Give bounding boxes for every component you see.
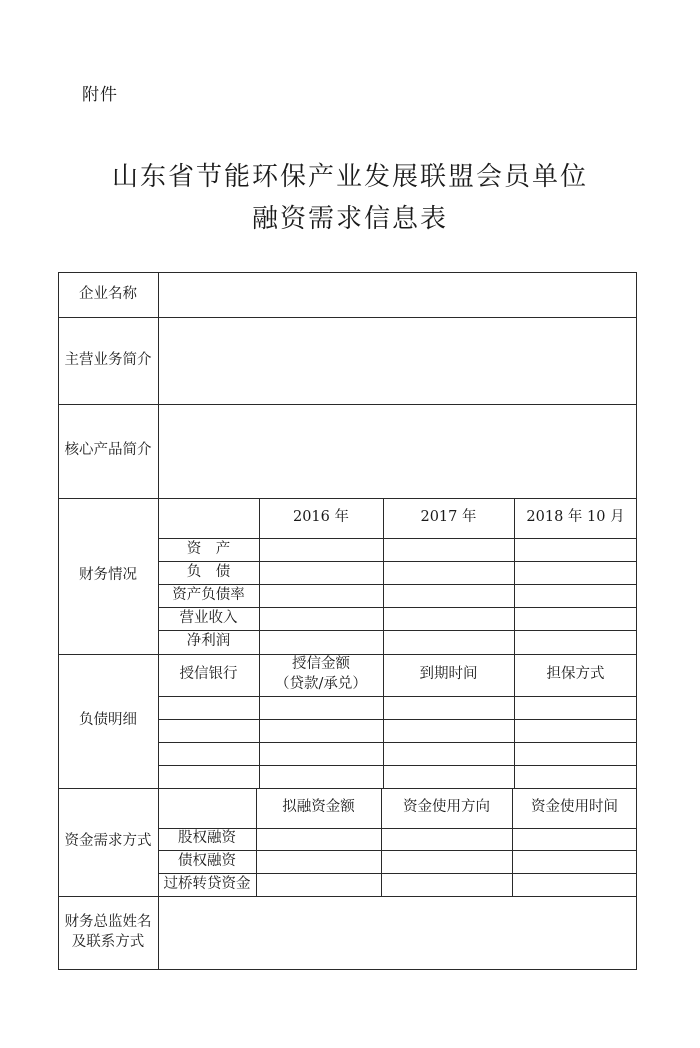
financial-row-liabilities: 负 债 <box>186 563 231 580</box>
funding-row-equity: 股权融资 <box>178 830 236 847</box>
cfo-label-line2: 及联系方式 <box>71 934 145 950</box>
financial-row-net-profit: 净利润 <box>186 633 231 650</box>
funding-row-debt: 债权融资 <box>178 852 236 869</box>
financial-row-debt-ratio: 资产负债率 <box>172 586 245 603</box>
company-name-field[interactable] <box>159 273 636 317</box>
funding-section-label: 资金需求方式 <box>64 833 152 850</box>
core-product-label: 核心产品简介 <box>64 442 152 459</box>
debt-header-guarantee: 担保方式 <box>546 666 605 683</box>
document-title-line1: 山东省节能环保产业发展联盟会员单位 <box>111 162 588 192</box>
document-title-line2: 融资需求信息表 <box>251 204 448 234</box>
debt-header-bank: 授信银行 <box>179 666 238 683</box>
year-header-2016: 2016 年 <box>292 509 349 526</box>
cfo-contact-label <box>58 896 158 970</box>
cfo-contact-field[interactable] <box>159 897 636 969</box>
table-grid-line <box>158 765 637 766</box>
financial-row-assets: 资 产 <box>186 540 231 557</box>
credit-amount-sublabel: （贷款/承兑） <box>275 676 367 692</box>
main-business-field[interactable] <box>159 318 636 404</box>
financial-section-label: 财务情况 <box>79 567 137 584</box>
table-grid-line <box>158 696 637 697</box>
debt-header-due-date: 到期时间 <box>419 666 478 683</box>
funding-header-usage-time: 资金使用时间 <box>531 799 618 816</box>
attachment-label: 附件 <box>82 85 118 105</box>
year-header-2017: 2017 年 <box>420 509 477 526</box>
core-product-field[interactable] <box>159 405 636 498</box>
table-grid-line <box>158 742 637 743</box>
funding-header-usage-direction: 资金使用方向 <box>403 799 490 816</box>
funding-header-amount: 拟融资金额 <box>282 799 355 816</box>
year-header-2018-oct: 2018 年 10 月 <box>526 509 625 526</box>
debt-section-label: 负债明细 <box>79 712 137 729</box>
funding-row-bridge-loan: 过桥转贷资金 <box>163 875 251 892</box>
company-name-label: 企业名称 <box>79 285 137 302</box>
main-business-label: 主营业务简介 <box>64 351 152 368</box>
financial-row-revenue: 营业收入 <box>179 609 238 626</box>
credit-amount-label: 授信金额 <box>292 656 350 673</box>
table-grid-line <box>158 719 637 720</box>
cfo-label-line1: 财务总监姓名 <box>64 914 152 931</box>
debt-header-credit-amount <box>259 654 383 696</box>
